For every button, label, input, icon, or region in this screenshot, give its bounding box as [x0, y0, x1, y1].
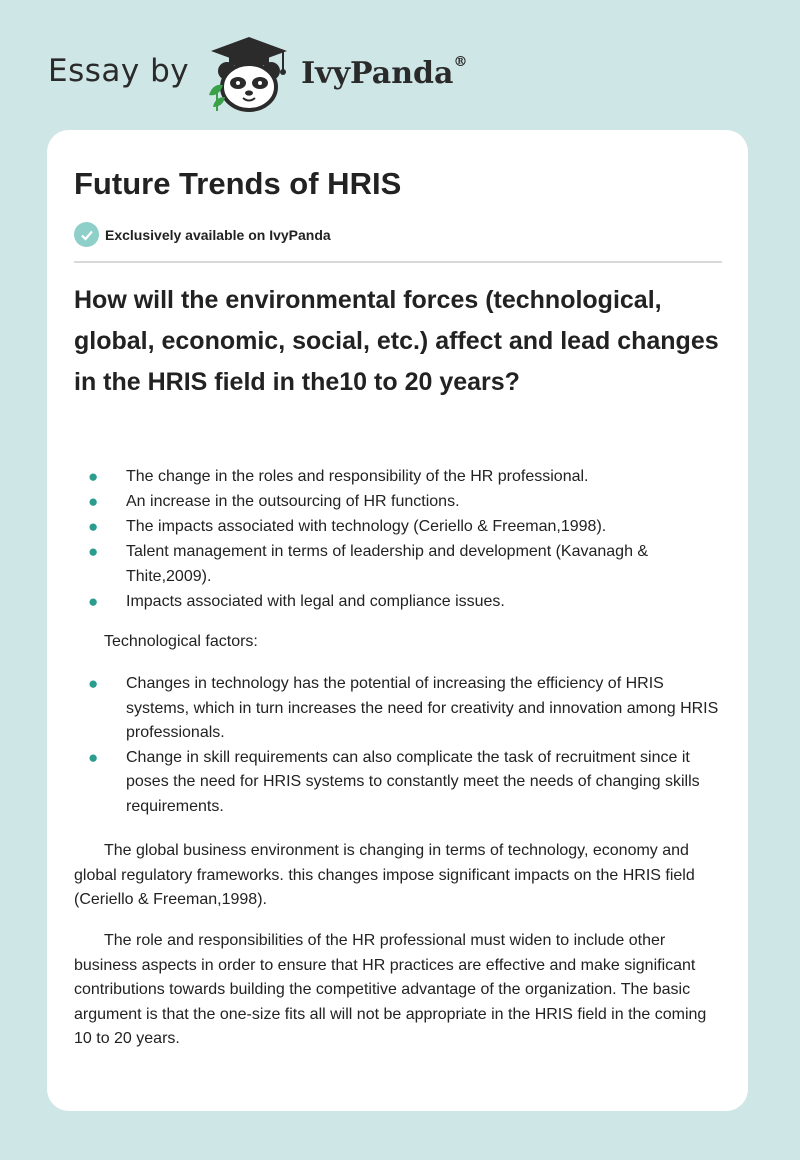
list-item: ● The change in the roles and responsibility of the HR professional.	[74, 465, 724, 490]
brand-name: IvyPanda®	[301, 53, 468, 91]
essay-by-label: Essay by	[48, 53, 190, 89]
list-item: ● Change in skill requirements can also complicate the task of recruitment since it poses the need for HRIS systems to constantly meet the needs of changing skills requirements.	[88, 747, 700, 815]
panda-graduation-cap-icon	[203, 35, 295, 113]
list-item: ● The impacts associated with technology (Ceriello & Freeman,1998).	[74, 515, 724, 540]
bullet-dot-icon: ●	[88, 467, 99, 486]
divider	[74, 261, 722, 263]
list-item: ● Impacts associated with legal and compliance issues.	[74, 590, 724, 615]
bullet-dot-icon: ●	[88, 492, 99, 511]
technological-factors-list	[74, 672, 724, 820]
bullet-dot-icon: ●	[88, 542, 99, 561]
bullet-dot-icon: ●	[88, 674, 99, 693]
bullet-dot-icon: ●	[88, 591, 99, 611]
list-item: ● Changes in technology has the potential of increasing the efficiency of HRIS systems, which in turn increases the need for creativity and innovation among HRIS professionals.	[88, 674, 719, 741]
bullet-dot-icon: ●	[88, 517, 99, 536]
bullet-dot-icon: ●	[88, 747, 99, 767]
list-item: ● An increase in the outsourcing of HR functions.	[74, 490, 724, 515]
trends-list	[74, 465, 724, 615]
page-title: Future Trends of HRIS	[74, 166, 402, 201]
essay-card	[47, 130, 748, 1111]
paragraph-hr-role: The role and responsibilities of the HR professional must widen to include other business aspects in order to ensure that HR practices are effective and make significant contributions towards building the competitive advantage of the organization. The basic argument is that the one-size fits all will not be appropriate in the HRIS field in the coming 10 to 20 years.	[74, 932, 707, 1047]
paragraph-global-environment: The global business environment is changing in terms of technology, economy and global regulatory frameworks. this changes impose significant impacts on the HRIS field (Ceriello & Freeman,1998).	[74, 842, 695, 908]
ivypanda-logo[interactable]	[203, 35, 467, 113]
exclusive-badge	[74, 222, 331, 247]
check-circle-icon	[74, 222, 99, 247]
question-heading: How will the environmental forces (technological, global, economic, social, etc.) affect and lead changes in the HRIS field in the10 to 20 years?	[74, 286, 719, 396]
exclusive-text: Exclusively available on IvyPanda	[105, 226, 331, 243]
technological-factors-label: Technological factors:	[104, 633, 258, 650]
list-item: ● Talent management in terms of leadership and development (Kavanagh & Thite,2009).	[88, 542, 649, 585]
site-header	[48, 34, 548, 114]
